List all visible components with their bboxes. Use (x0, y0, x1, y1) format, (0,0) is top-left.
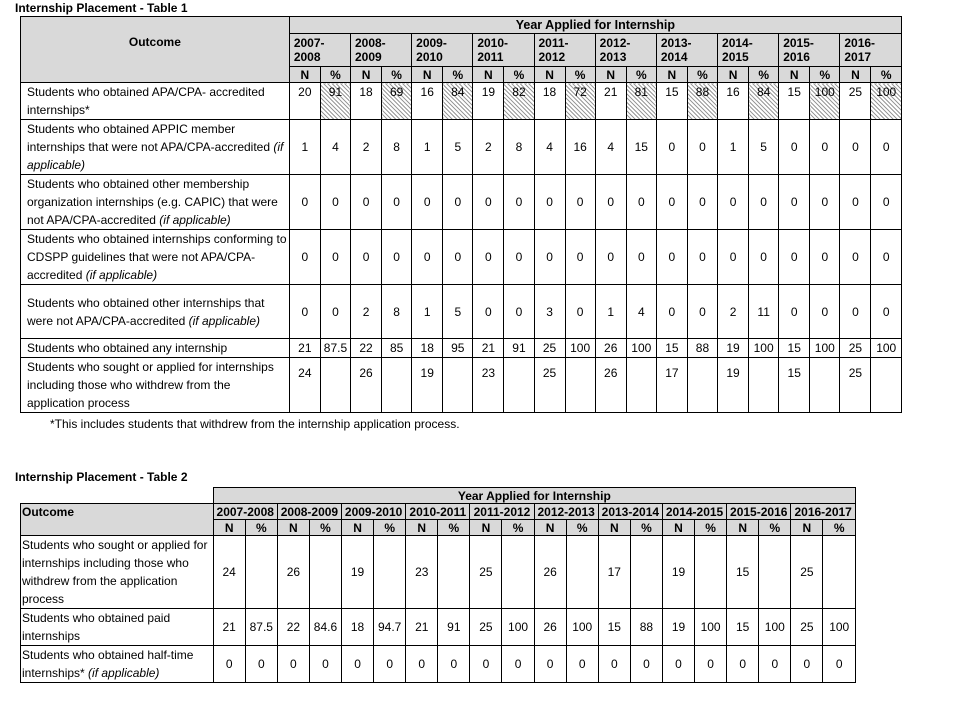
n-cell: 20 (289, 83, 320, 120)
percent-cell (502, 536, 534, 609)
year-2010-2011: 2010- 2011 (473, 34, 534, 67)
percent-column-header: % (566, 520, 598, 536)
n-cell: 25 (840, 339, 871, 358)
percent-cell (687, 358, 717, 413)
year-2007-2008: 2007- 2008 (289, 34, 350, 67)
percent-cell: 0 (502, 646, 534, 683)
percent-cell: 4 (320, 120, 350, 175)
n-cell: 15 (656, 339, 687, 358)
percent-cell: 94.7 (374, 609, 406, 646)
n-cell: 0 (277, 646, 309, 683)
n-cell: 21 (595, 83, 626, 120)
n-cell: 0 (289, 175, 320, 230)
percent-cell (443, 358, 473, 413)
percent-cell: 0 (687, 285, 717, 339)
percent-column-header: % (626, 67, 656, 83)
percent-cell (320, 358, 350, 413)
n-cell: 17 (598, 536, 630, 609)
n-cell: 0 (840, 230, 871, 285)
year-2007-2008: 2007-2008 (213, 504, 277, 520)
n-column-header: N (350, 67, 381, 83)
percent-cell: 72 (565, 83, 595, 120)
percent-cell: 100 (871, 83, 902, 120)
n-cell: 0 (598, 646, 630, 683)
n-cell: 1 (595, 285, 626, 339)
year-2011-2012: 2011-2012 (470, 504, 534, 520)
percent-cell: 5 (443, 120, 473, 175)
n-cell: 2 (350, 120, 381, 175)
n-cell: 0 (289, 285, 320, 339)
n-column-header: N (289, 67, 320, 83)
table-row (21, 646, 856, 683)
outcome-label: Students who obtained APPIC member internships that were not APA/CPA-accredited (if applicable) (21, 120, 290, 175)
percent-cell: 91 (504, 339, 534, 358)
n-cell: 4 (534, 120, 565, 175)
n-cell: 19 (342, 536, 374, 609)
n-cell: 15 (598, 609, 630, 646)
percent-column-header: % (687, 67, 717, 83)
percent-cell: 84 (749, 83, 779, 120)
percent-cell: 5 (749, 120, 779, 175)
n-cell: 26 (595, 339, 626, 358)
n-cell: 0 (779, 120, 810, 175)
percent-cell: 0 (871, 230, 902, 285)
n-cell: 18 (412, 339, 443, 358)
n-cell: 2 (350, 285, 381, 339)
n-cell: 24 (289, 358, 320, 413)
percent-cell: 0 (565, 175, 595, 230)
n-cell: 0 (791, 646, 823, 683)
percent-cell (566, 536, 598, 609)
n-cell: 3 (534, 285, 565, 339)
percent-cell: 100 (502, 609, 534, 646)
n-cell: 18 (534, 83, 565, 120)
n-cell: 0 (534, 646, 566, 683)
n-cell: 25 (534, 339, 565, 358)
n-cell: 0 (718, 230, 749, 285)
n-cell: 1 (412, 285, 443, 339)
n-cell: 22 (277, 609, 309, 646)
percent-cell: 100 (566, 609, 598, 646)
percent-cell: 0 (320, 175, 350, 230)
table2-title: Internship Placement - Table 2 (15, 470, 188, 484)
n-column-header: N (213, 520, 245, 536)
percent-cell: 87.5 (245, 609, 277, 646)
year-2013-2014: 2013- 2014 (656, 34, 717, 67)
percent-cell: 0 (320, 285, 350, 339)
table-row (21, 120, 902, 175)
percent-cell: 69 (382, 83, 412, 120)
n-cell: 1 (412, 120, 443, 175)
n-cell: 0 (473, 175, 504, 230)
percent-cell (374, 536, 406, 609)
n-cell: 0 (779, 175, 810, 230)
percent-cell: 8 (504, 120, 534, 175)
percent-cell: 8 (382, 285, 412, 339)
n-cell: 0 (779, 230, 810, 285)
n-cell: 19 (718, 339, 749, 358)
year-2016-2017: 2016- 2017 (840, 34, 902, 67)
n-cell: 15 (779, 358, 810, 413)
percent-column-header: % (504, 67, 534, 83)
outcome-label: Students who obtained half-time internships* (if applicable) (21, 646, 214, 683)
n-cell: 19 (662, 536, 694, 609)
n-cell: 25 (470, 536, 502, 609)
n-column-header: N (534, 520, 566, 536)
n-cell: 19 (473, 83, 504, 120)
percent-cell: 85 (382, 339, 412, 358)
percent-cell (749, 358, 779, 413)
n-cell: 0 (473, 285, 504, 339)
n-cell: 1 (718, 120, 749, 175)
n-cell: 17 (656, 358, 687, 413)
outcome-label: Students who obtained APA/CPA- accredited internships* (21, 83, 290, 120)
percent-cell: 100 (810, 339, 840, 358)
percent-cell: 0 (309, 646, 341, 683)
percent-column-header: % (565, 67, 595, 83)
n-cell: 15 (727, 536, 759, 609)
table-row (21, 536, 856, 609)
percent-cell: 0 (749, 175, 779, 230)
n-cell: 21 (289, 339, 320, 358)
n-cell: 0 (840, 120, 871, 175)
percent-cell: 100 (871, 339, 902, 358)
n-cell: 26 (534, 536, 566, 609)
percent-cell: 0 (749, 230, 779, 285)
n-cell: 25 (534, 358, 565, 413)
percent-cell (565, 358, 595, 413)
percent-cell: 11 (749, 285, 779, 339)
n-cell: 0 (534, 230, 565, 285)
table-row (21, 339, 902, 358)
n-cell: 0 (289, 230, 320, 285)
n-column-header: N (598, 520, 630, 536)
n-column-header: N (406, 520, 438, 536)
n-cell: 26 (350, 358, 381, 413)
n-cell: 0 (470, 646, 502, 683)
percent-cell: 4 (626, 285, 656, 339)
n-cell: 0 (656, 120, 687, 175)
year-applied-header: Year Applied for Internship (289, 17, 901, 34)
n-column-header: N (662, 520, 694, 536)
n-cell: 0 (342, 646, 374, 683)
n-cell: 15 (779, 339, 810, 358)
n-cell: 0 (718, 175, 749, 230)
percent-cell: 0 (687, 175, 717, 230)
percent-cell (823, 536, 856, 609)
percent-cell (309, 536, 341, 609)
n-cell: 19 (718, 358, 749, 413)
outcome-label: Students who sought or applied for internships including those who withdrew from the application process (21, 536, 214, 609)
percent-cell: 0 (566, 646, 598, 683)
percent-column-header: % (382, 67, 412, 83)
percent-cell: 82 (504, 83, 534, 120)
n-cell: 0 (840, 175, 871, 230)
percent-cell: 0 (626, 175, 656, 230)
percent-cell: 0 (443, 175, 473, 230)
percent-column-header: % (630, 520, 662, 536)
percent-cell (810, 358, 840, 413)
n-cell: 26 (534, 609, 566, 646)
n-cell: 0 (840, 285, 871, 339)
year-2013-2014: 2013-2014 (598, 504, 662, 520)
percent-cell: 0 (443, 230, 473, 285)
percent-cell: 0 (823, 646, 856, 683)
percent-cell: 91 (320, 83, 350, 120)
n-cell: 15 (727, 609, 759, 646)
percent-cell: 0 (687, 230, 717, 285)
percent-cell (382, 358, 412, 413)
percent-cell: 100 (565, 339, 595, 358)
percent-cell: 91 (438, 609, 470, 646)
year-2008-2009: 2008-2009 (277, 504, 341, 520)
n-cell: 0 (473, 230, 504, 285)
n-cell: 18 (342, 609, 374, 646)
n-cell: 16 (412, 83, 443, 120)
percent-column-header: % (871, 67, 902, 83)
outcome-label: Students who obtained other membership organization internships (e.g. CAPIC) that were not APA/CPA-accredited (if applicable) (21, 175, 290, 230)
percent-cell (245, 536, 277, 609)
percent-cell: 84 (443, 83, 473, 120)
table-row (21, 358, 902, 413)
percent-cell: 0 (565, 230, 595, 285)
n-column-header: N (656, 67, 687, 83)
internship-placement-table-1 (20, 16, 902, 413)
n-cell: 21 (473, 339, 504, 358)
table-row (21, 83, 902, 120)
percent-cell: 100 (759, 609, 791, 646)
n-cell: 15 (656, 83, 687, 120)
percent-cell: 0 (504, 175, 534, 230)
percent-cell: 0 (630, 646, 662, 683)
percent-cell: 0 (759, 646, 791, 683)
percent-cell: 0 (687, 120, 717, 175)
percent-cell: 100 (749, 339, 779, 358)
percent-column-header: % (502, 520, 534, 536)
n-cell: 25 (791, 536, 823, 609)
percent-cell: 0 (871, 120, 902, 175)
n-cell: 25 (840, 83, 871, 120)
percent-column-header: % (823, 520, 856, 536)
n-cell: 22 (350, 339, 381, 358)
n-cell: 21 (406, 609, 438, 646)
n-cell: 19 (662, 609, 694, 646)
n-cell: 19 (412, 358, 443, 413)
percent-column-header: % (245, 520, 277, 536)
table1-footnote: *This includes students that withdrew from the internship application process. (50, 417, 460, 431)
outcome-header: Outcome (21, 17, 290, 83)
n-cell: 0 (412, 175, 443, 230)
percent-column-header: % (810, 67, 840, 83)
n-column-header: N (727, 520, 759, 536)
internship-placement-table-2 (20, 487, 856, 683)
year-2015-2016: 2015- 2016 (779, 34, 840, 67)
percent-cell (504, 358, 534, 413)
n-column-header: N (779, 67, 810, 83)
n-cell: 4 (595, 120, 626, 175)
n-cell: 0 (213, 646, 245, 683)
n-cell: 0 (595, 230, 626, 285)
percent-cell: 16 (565, 120, 595, 175)
percent-cell: 100 (626, 339, 656, 358)
table1-title: Internship Placement - Table 1 (15, 1, 188, 15)
n-cell: 0 (656, 175, 687, 230)
n-cell: 21 (213, 609, 245, 646)
n-cell: 2 (718, 285, 749, 339)
percent-cell: 88 (687, 339, 717, 358)
percent-cell (871, 358, 902, 413)
percent-cell: 5 (443, 285, 473, 339)
year-2015-2016: 2015-2016 (727, 504, 791, 520)
percent-column-header: % (309, 520, 341, 536)
percent-cell: 0 (504, 285, 534, 339)
percent-cell (759, 536, 791, 609)
percent-cell: 0 (438, 646, 470, 683)
percent-column-header: % (759, 520, 791, 536)
n-cell: 15 (779, 83, 810, 120)
percent-cell: 100 (810, 83, 840, 120)
corner-blank (21, 488, 214, 504)
n-column-header: N (840, 67, 871, 83)
year-2009-2010: 2009-2010 (342, 504, 406, 520)
percent-cell: 8 (382, 120, 412, 175)
n-cell: 25 (791, 609, 823, 646)
n-column-header: N (342, 520, 374, 536)
outcome-label: Students who obtained internships conforming to CDSPP guidelines that were not APA/CPA- accredited (if applicable) (21, 230, 290, 285)
n-column-header: N (277, 520, 309, 536)
n-cell: 0 (595, 175, 626, 230)
n-column-header: N (534, 67, 565, 83)
percent-cell: 87.5 (320, 339, 350, 358)
n-cell: 25 (840, 358, 871, 413)
percent-cell: 0 (504, 230, 534, 285)
percent-column-header: % (438, 520, 470, 536)
n-cell: 0 (412, 230, 443, 285)
percent-cell (626, 358, 656, 413)
percent-column-header: % (443, 67, 473, 83)
percent-cell: 0 (810, 285, 840, 339)
percent-cell: 0 (565, 285, 595, 339)
n-cell: 18 (350, 83, 381, 120)
n-column-header: N (791, 520, 823, 536)
table-row (21, 230, 902, 285)
n-column-header: N (473, 67, 504, 83)
n-cell: 25 (470, 609, 502, 646)
percent-cell: 0 (626, 230, 656, 285)
year-2011-2012: 2011- 2012 (534, 34, 595, 67)
percent-cell: 0 (320, 230, 350, 285)
percent-cell: 0 (245, 646, 277, 683)
year-2012-2013: 2012-2013 (534, 504, 598, 520)
percent-cell: 0 (374, 646, 406, 683)
year-2014-2015: 2014- 2015 (718, 34, 779, 67)
n-column-header: N (718, 67, 749, 83)
percent-cell: 0 (695, 646, 727, 683)
percent-cell: 95 (443, 339, 473, 358)
n-cell: 26 (277, 536, 309, 609)
n-cell: 23 (406, 536, 438, 609)
table-row (21, 285, 902, 339)
percent-cell: 88 (630, 609, 662, 646)
percent-cell: 0 (382, 230, 412, 285)
outcome-label: Students who obtained any internship (21, 339, 290, 358)
outcome-header: Outcome (21, 504, 214, 536)
n-column-header: N (595, 67, 626, 83)
outcome-label: Students who sought or applied for internships including those who withdrew from the application process (21, 358, 290, 413)
percent-cell: 100 (695, 609, 727, 646)
year-applied-header: Year Applied for Internship (213, 488, 855, 504)
n-cell: 2 (473, 120, 504, 175)
n-cell: 23 (473, 358, 504, 413)
percent-cell (630, 536, 662, 609)
percent-column-header: % (695, 520, 727, 536)
n-cell: 0 (350, 230, 381, 285)
year-2014-2015: 2014-2015 (662, 504, 726, 520)
percent-cell: 0 (871, 285, 902, 339)
n-cell: 0 (662, 646, 694, 683)
percent-column-header: % (320, 67, 350, 83)
n-column-header: N (470, 520, 502, 536)
n-cell: 0 (656, 285, 687, 339)
percent-cell: 84.6 (309, 609, 341, 646)
n-column-header: N (412, 67, 443, 83)
n-cell: 24 (213, 536, 245, 609)
n-cell: 0 (534, 175, 565, 230)
year-2012-2013: 2012- 2013 (595, 34, 656, 67)
n-cell: 16 (718, 83, 749, 120)
table-row (21, 175, 902, 230)
percent-cell: 81 (626, 83, 656, 120)
percent-cell (695, 536, 727, 609)
table-row (21, 609, 856, 646)
year-2010-2011: 2010-2011 (406, 504, 470, 520)
year-2016-2017: 2016-2017 (791, 504, 856, 520)
percent-cell: 0 (871, 175, 902, 230)
n-cell: 0 (656, 230, 687, 285)
percent-cell (438, 536, 470, 609)
n-cell: 26 (595, 358, 626, 413)
n-cell: 0 (350, 175, 381, 230)
n-cell: 0 (779, 285, 810, 339)
outcome-label: Students who obtained paid internships (21, 609, 214, 646)
percent-cell: 0 (810, 230, 840, 285)
percent-cell: 15 (626, 120, 656, 175)
n-cell: 1 (289, 120, 320, 175)
percent-column-header: % (749, 67, 779, 83)
percent-cell: 0 (810, 120, 840, 175)
percent-cell: 100 (823, 609, 856, 646)
percent-cell: 88 (687, 83, 717, 120)
outcome-label: Students who obtained other internships that were not APA/CPA-accredited (if applicable) (21, 285, 290, 339)
percent-cell: 0 (810, 175, 840, 230)
n-cell: 0 (406, 646, 438, 683)
percent-column-header: % (374, 520, 406, 536)
percent-cell: 0 (382, 175, 412, 230)
year-2009-2010: 2009- 2010 (412, 34, 473, 67)
n-cell: 0 (727, 646, 759, 683)
year-2008-2009: 2008- 2009 (350, 34, 411, 67)
